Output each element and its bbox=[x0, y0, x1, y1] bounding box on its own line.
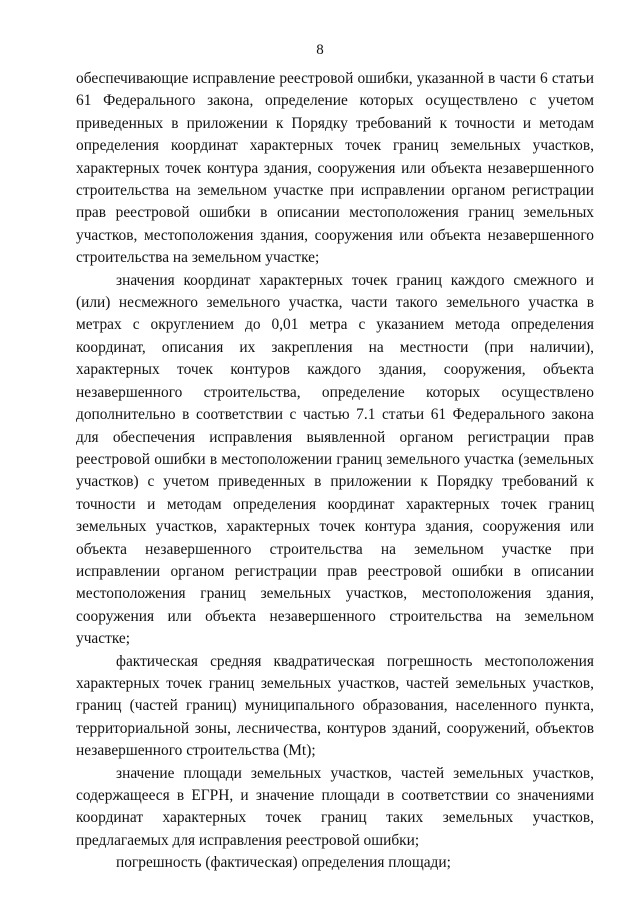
paragraph-area-error: погрешность (фактическая) определения площади; bbox=[116, 854, 451, 872]
page-number: 8 bbox=[316, 42, 324, 58]
paragraph-continuation: обеспечивающие исправление реестровой ошибки, указанной в части 6 статьи 61 Федерального закона, определение которых осуществлено с учетом приведенных в приложении к Порядку требований к точности и методам определения координат характерных точек границ земельных участков, характерных точек контура здания, сооружения или объекта незавершенного строительства на земельном участке при исправлении органом регистрации прав реестровой ошибки в описании местоположения границ земельных участков, местоположения здания, сооружения или объекта незавершенного строительства на земельном участке; bbox=[76, 70, 594, 267]
paragraph-area-values: значение площади земельных участков, частей земельных участков, содержащееся в ЕГРН, и значение площади в соответствии со значениями координат характерных точек границ таких земельных участков, предлагаемых для исправления реестровой ошибки; bbox=[76, 764, 594, 849]
document-body bbox=[76, 68, 594, 875]
paragraph-coordinates-values: значения координат характерных точек границ каждого смежного и (или) несмежного земельного участка, части такого земельного участка в метрах с округлением до 0,01 метра с указанием метода определения координат, описания их закрепления на местности (при наличии), характерных точек контуров каждого здания, сооружения, объекта незавершенного строительства, определение которых осуществлено дополнительно в соответствии с частью 7.1 статьи 61 Федерального закона для обеспечения исправления выявленной органом регистрации прав реестровой ошибки в местоположении границ земельного участка (земельных участков) с учетом приведенных в приложении к Порядку требований к точности и методам определения координат характерных точек границ земельных участков, характерных точек контура здания, сооружения или объекта незавершенного строительства на земельном участке при исправлении органом регистрации прав реестровой ошибки в описании местоположения границ земельных участков, местоположения здания, сооружения или объекта незавершенного строительства на земельном участке; bbox=[76, 271, 594, 648]
paragraph-mean-square-error: фактическая средняя квадратическая погрешность местоположения характерных точек границ земельных участков, частей земельных участков, границ (частей границ) муниципального образования, населенного пункта, территориальной зоны, лесничества, контуров зданий, сооружений, объектов незавершенного строительства (Mt); bbox=[76, 652, 594, 760]
